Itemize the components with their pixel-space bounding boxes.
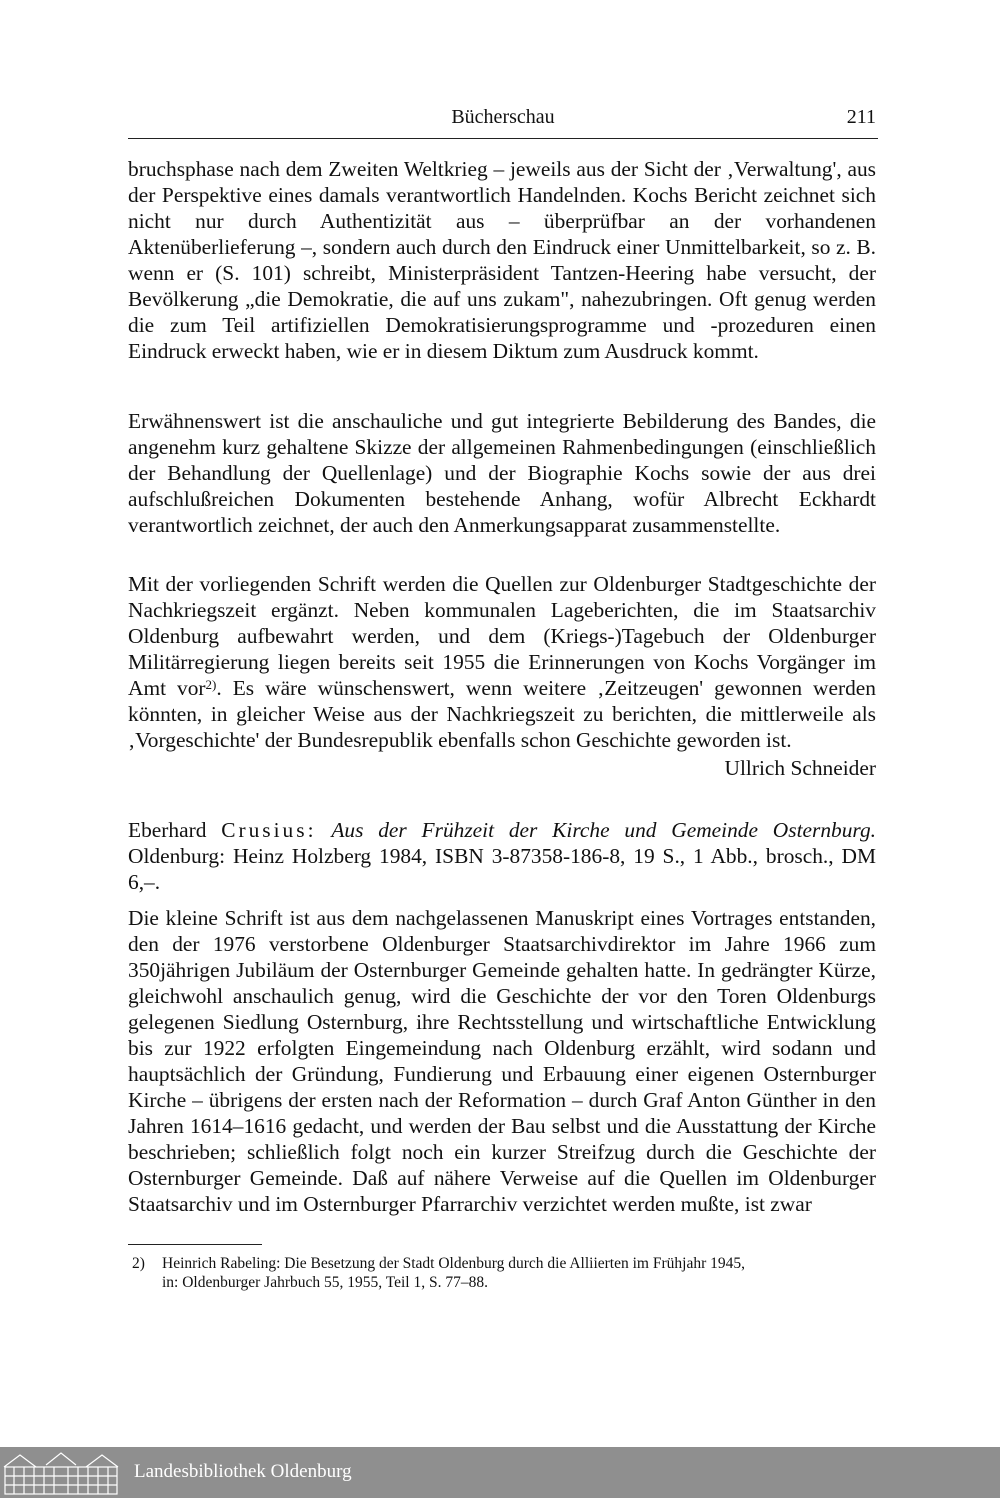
page-header [128, 104, 878, 139]
review1-paragraph-1 [128, 156, 876, 364]
author-first-name: Eberhard [128, 818, 207, 842]
library-name: Landesbibliothek Oldenburg [134, 1461, 352, 1482]
paragraph-text: bruchsphase nach dem Zweiten Weltkrieg – jeweils aus der Sicht der ‚Verwaltung', aus der Perspektive eines damals verantwortlich Handelnden. Kochs Bericht zeichnet sich nicht nur durch Authentizität aus – überprüfbar an der vorhandenen Aktenüberlieferung –, sondern auch durch den Eindruck einer Unmittelbarkeit, so z. B. wenn er (S. 101) schreibt, Ministerpräsident Tantzen-Heering habe versucht, der Bevölkerung „die Demokratie, die auf uns zukam", nahezubringen. Oft genug werden die zum Teil artifiziellen Demokratisierungsprogramme und -prozeduren einen Eindruck erweckt haben, wie er in diesem Diktum zum Ausdruck kommt. [128, 157, 876, 363]
library-building-icon [2, 1449, 120, 1496]
paragraph-text: Erwähnenswert ist die anschauliche und gut integrierte Bebilderung des Bandes, die angenehm kurz gehaltene Skizze der allgemeinen Rahmenbedingungen (einschließlich der Behandlung der Quellenlage) und der Biographie Kochs sowie der aus drei aufschlußreichen Dokumenten bestehende Anhang, wofür Albrecht Eckhardt verantwortlich zeichnet, der auch den Anmerkungsapparat zusammenstellte. [128, 409, 876, 537]
footnote-text: Heinrich Rabeling: Die Besetzung der Stadt Oldenburg durch die Alliierten im Frühjahr 1945, [162, 1255, 745, 1272]
footnote [132, 1254, 877, 1292]
page-number: 211 [846, 106, 876, 128]
footnote-line-1 [132, 1254, 877, 1273]
book-title: Aus der Frühzeit der Kirche und Gemeinde Osternburg. [331, 818, 876, 842]
author-last-name: Crusius: [221, 818, 317, 842]
review2-paragraph-1 [128, 905, 876, 1217]
publication-details: Oldenburg: Heinz Holzberg 1984, ISBN 3-87358-186-8, 19 S., 1 Abb., brosch., DM 6,–. [128, 844, 876, 894]
footnote-divider [128, 1244, 262, 1245]
review1-paragraph-3 [128, 571, 876, 753]
review1-paragraph-2 [128, 408, 876, 538]
footnote-line-2: in: Oldenburger Jahrbuch 55, 1955, Teil 1, S. 77–88. [162, 1274, 488, 1291]
footnote-marker: 2) [132, 1255, 145, 1272]
reviewer-signature: Ullrich Schneider [724, 756, 876, 780]
paragraph-text: Die kleine Schrift ist aus dem nachgelassenen Manuskript eines Vortrages entstanden, den der 1976 verstorbene Oldenburger Staatsarchivdirektor im Jahre 1966 zum 350jährigen Jubiläum der Osternburger Gemeinde gehalten hatte. In gedrängter Kürze, gleichwohl anschaulich genug, wird die Geschichte der vor den Toren Oldenburgs gelegenen Siedlung Osternburg, ihre Rechtsstellung und wirtschaftliche Entwicklung bis zur 1922 erfolgten Eingemeindung nach Oldenburg erzählt, wird sodann und hauptsächlich der Gründung, Fundierung und Erbauung einer eigenen Osternburger Kirche – übrigens der ersten nach der Reformation – durch Graf Anton Günther in den Jahren 1614–1616 gedacht, und werden der Bau selbst und die Ausstattung der Kirche beschrieben; schließlich folgt noch ein kurzer Streifzug durch die Geschichte der Osternburger Gemeinde. Daß auf nähere Verweise auf die Quellen im Oldenburger Staatsarchiv und im Osternburger Pfarrarchiv verzichtet werden mußte, ist zwar [128, 906, 876, 1216]
footnote-reference: 2) [205, 677, 217, 692]
running-title: Bücherschau [451, 106, 555, 128]
review2-bibliographic-heading [128, 817, 876, 895]
paragraph-text: . Es wäre wünschenswert, wenn weitere ‚Zeitzeugen' gewonnen werden könnten, in gleicher Weise aus der Nachkriegszeit zu berichten, die mittlerweile als ‚Vorgeschichte' der Bundesrepublik ebenfalls schon Geschichte geworden ist. [128, 676, 876, 752]
footer-bar [0, 1447, 1000, 1498]
paragraph-text: Mit der vorliegenden Schrift werden die Quellen zur Oldenburger Stadtgeschichte der Nachkriegszeit ergänzt. Neben kommunalen Lageberichten, die im Staatsarchiv Oldenburg aufbewahrt werden, und dem (Kriegs-)Tagebuch der Oldenburger Militärregierung liegen bereits seit 1955 die Erinnerungen von Kochs Vorgänger im Amt vor [128, 572, 876, 700]
